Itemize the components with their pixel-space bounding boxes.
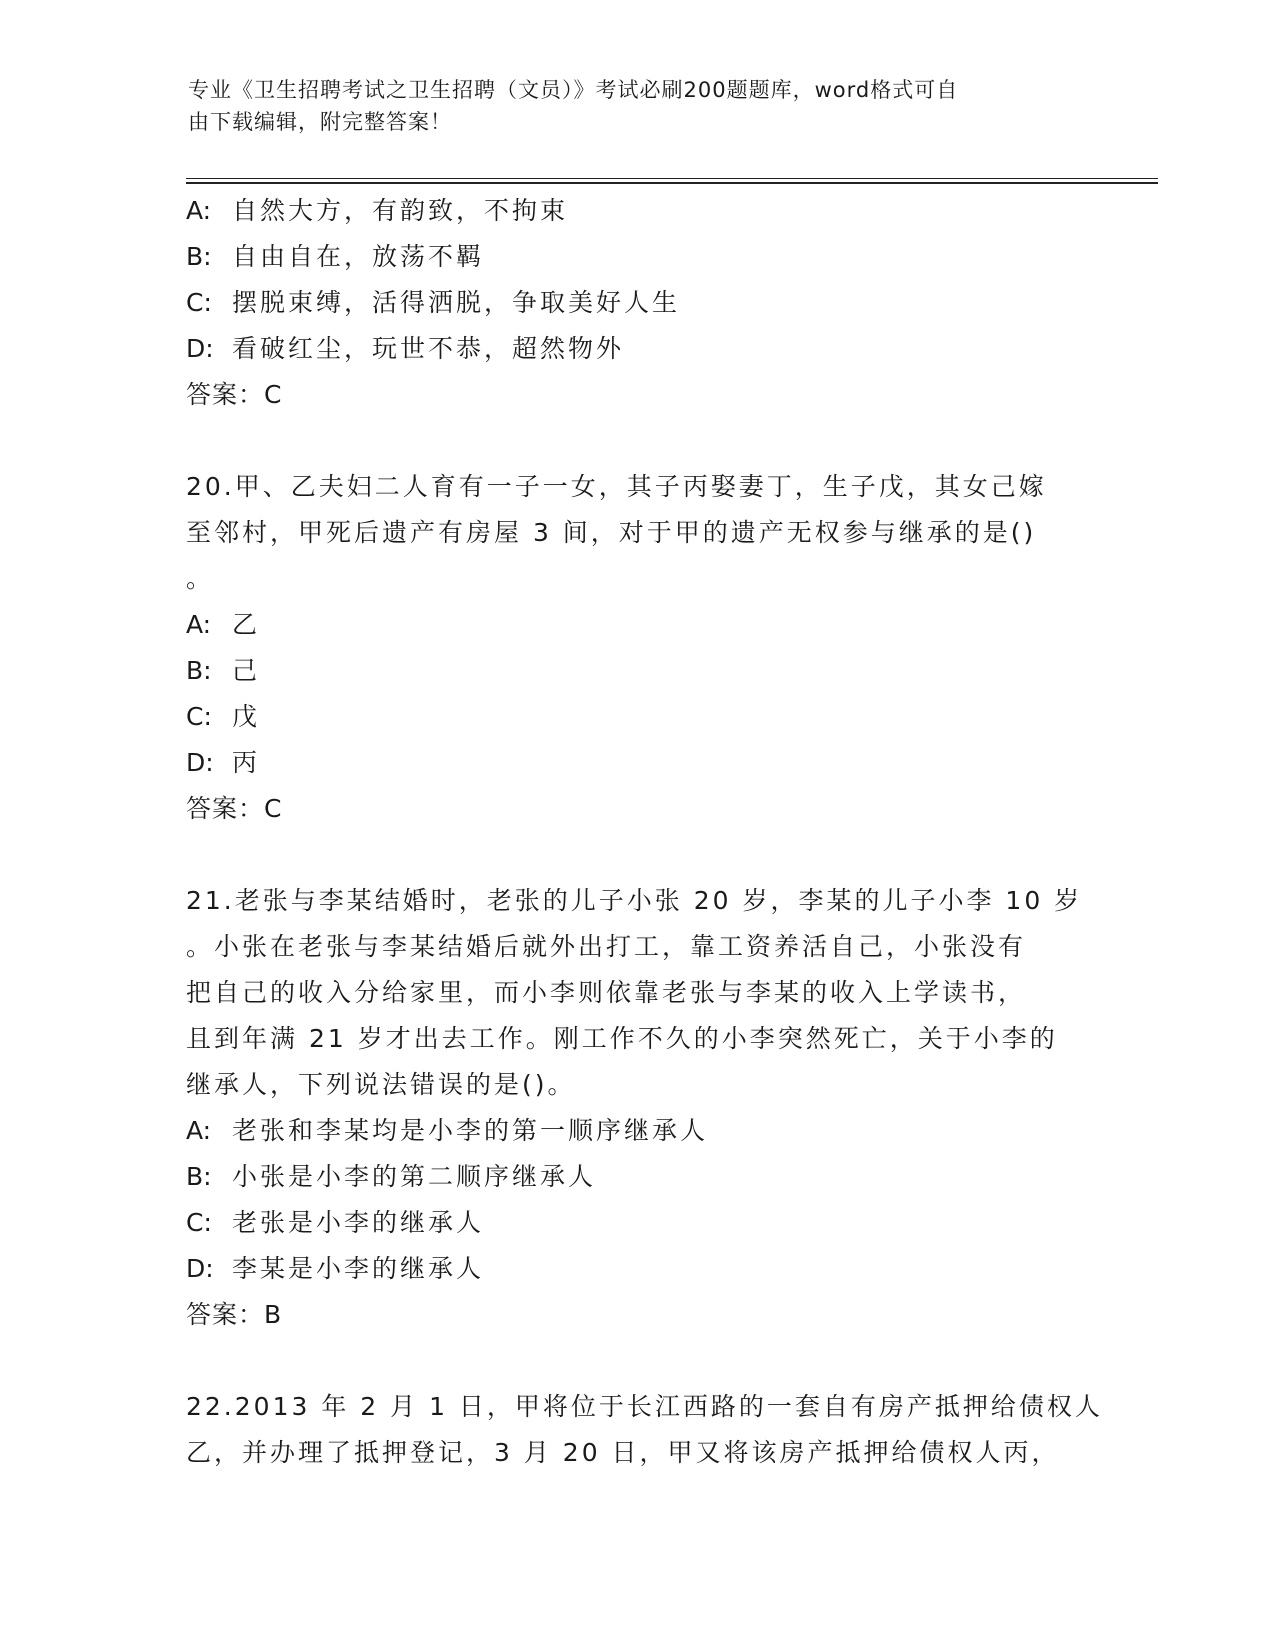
header-line: 专业《卫生招聘考试之卫生招聘（文员）》考试必刷200题题库，word格式可自: [188, 78, 959, 102]
answer-line: 答案：B: [186, 1300, 283, 1329]
question-stem-line: 20.甲、乙夫妇二人育有一子一女，其子丙娶妻丁，生子戊，其女己嫁: [186, 472, 1047, 501]
question-prev: [186, 188, 1086, 418]
question-stem-line: 。小张在老张与李某结婚后就外出打工，靠工资养活自己，小张没有: [186, 932, 1027, 961]
option-d: [186, 326, 1086, 372]
option-key: A:: [186, 1116, 212, 1145]
question-stem-line: 乙，并办理了抵押登记，3 月 20 日，甲又将该房产抵押给债权人丙，: [186, 1438, 1060, 1467]
header-line: 由下载编辑，附完整答案！: [188, 110, 452, 134]
option-a: [186, 602, 1086, 648]
question-content: [186, 188, 1103, 1476]
question-20: [186, 464, 1086, 832]
option-key: A:: [186, 196, 212, 225]
question-stem-line: 且到年满 21 岁才出去工作。刚工作不久的小李突然死亡，关于小李的: [186, 1024, 1058, 1053]
option-text: 摆脱束缚，活得洒脱，争取美好人生: [232, 288, 681, 317]
question-stem-line: 至邻村，甲死后遗产有房屋 3 间，对于甲的遗产无权参与继承的是(): [186, 518, 1037, 547]
question-stem-line: 21.老张与李某结婚时，老张的儿子小张 20 岁，李某的儿子小李 10 岁: [186, 886, 1083, 915]
option-text: 自由自在，放荡不羁: [232, 242, 485, 271]
header-divider-thick: [186, 182, 1158, 184]
option-key: A:: [186, 610, 212, 639]
spacer: [186, 1338, 1086, 1384]
option-c: [186, 694, 1086, 740]
option-text: 老张是小李的继承人: [232, 1208, 485, 1237]
option-text: 丙: [232, 748, 261, 777]
spacer: [186, 832, 1086, 878]
answer-line: 答案：C: [186, 794, 283, 823]
option-key: C:: [186, 1208, 212, 1237]
option-a: [186, 188, 1086, 234]
option-key: B:: [186, 656, 212, 685]
option-b: [186, 648, 1086, 694]
option-text: 戊: [232, 702, 261, 731]
option-key: B:: [186, 1162, 212, 1191]
question-stem-line: 。: [186, 564, 215, 593]
question-stem-line: 22.2013 年 2 月 1 日，甲将位于长江西路的一套自有房产抵押给债权人: [186, 1392, 1103, 1421]
option-key: C:: [186, 702, 212, 731]
question-22: [186, 1384, 1103, 1476]
option-key: D:: [186, 334, 214, 363]
option-text: 李某是小李的继承人: [232, 1254, 485, 1283]
option-b: [186, 234, 1086, 280]
option-d: [186, 1246, 1086, 1292]
document-header: [188, 74, 1078, 138]
header-divider: [186, 178, 1158, 179]
question-stem-line: 继承人，下列说法错误的是()。: [186, 1070, 576, 1099]
option-text: 乙: [232, 610, 261, 639]
question-stem-line: 把自己的收入分给家里，而小李则依靠老张与李某的收入上学读书，: [186, 978, 1027, 1007]
answer-line: 答案：C: [186, 380, 283, 409]
option-text: 己: [232, 656, 261, 685]
option-key: C:: [186, 288, 212, 317]
spacer: [186, 418, 1086, 464]
option-text: 小张是小李的第二顺序继承人: [232, 1162, 597, 1191]
option-key: D:: [186, 748, 214, 777]
option-text: 看破红尘，玩世不恭，超然物外: [232, 334, 625, 363]
option-c: [186, 1200, 1086, 1246]
option-text: 老张和李某均是小李的第一顺序继承人: [232, 1116, 709, 1145]
option-key: D:: [186, 1254, 214, 1283]
option-c: [186, 280, 1086, 326]
option-key: B:: [186, 242, 212, 271]
option-b: [186, 1154, 1086, 1200]
question-21: [186, 878, 1086, 1338]
option-d: [186, 740, 1086, 786]
option-text: 自然大方，有韵致，不拘束: [232, 196, 569, 225]
option-a: [186, 1108, 1086, 1154]
